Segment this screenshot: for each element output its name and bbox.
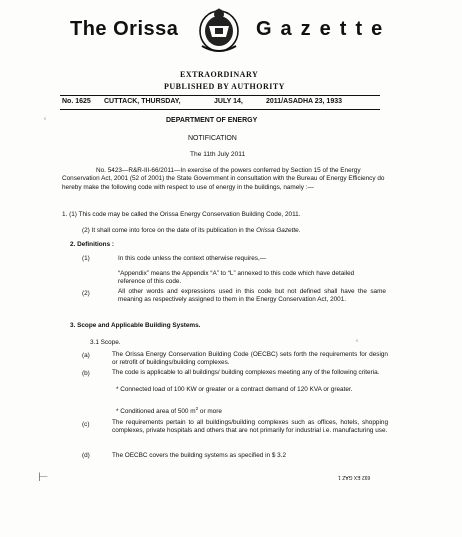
section-2-1-number: (1) bbox=[82, 255, 90, 262]
state-emblem-icon bbox=[196, 4, 242, 54]
section-3-a-text: The Orissa Energy Conservation Building Code (OECBC) sets forth the requirements for design or retrofit of buildings/building complexes. bbox=[112, 351, 388, 367]
section-3-a-number: (a) bbox=[82, 352, 90, 359]
section-1-1: 1. (1) This code may be called the Orissa Energy Conservation Building Code, 2011. bbox=[62, 211, 301, 218]
extraordinary-label: EXTRAORDINARY bbox=[180, 70, 259, 79]
section-2-2-number: (2) bbox=[82, 290, 90, 297]
issue-rule-bottom bbox=[60, 109, 380, 110]
section-2-heading: 2. Definitions : bbox=[70, 241, 115, 248]
section-3-b-bullet-load: * Connected load of 100 KW or greater or a contract demand of 120 KVA or greater. bbox=[116, 386, 353, 393]
issue-rule-top bbox=[60, 95, 380, 96]
section-3-b-text: The code is applicable to all buildings/ building complexes meeting any of the following criteria. bbox=[112, 369, 380, 376]
section-2-1-appendix: “Appendix” means the Appendix “A” to “L” annexed to this code which have detailed reference of this code. bbox=[118, 270, 355, 286]
section-2-2-text: All other words and expressions used in this code but not defined shall have the same meaning as respectively assigned to them in the Energy Conservation Act, 2001. bbox=[118, 288, 386, 304]
section-3-c-text: The requirements pertain to all buildings/building complexes such as offices, hotels, shopping complexes, private hospitals and others that are not primarily for industrial i.e. manufacturing use. bbox=[112, 419, 388, 435]
section-3-b-bullet-area bbox=[116, 405, 222, 417]
department-name: DEPARTMENT OF ENERGY bbox=[166, 117, 258, 124]
section-1-2-text: (2) It shall come into force on the date of its publication in the bbox=[82, 227, 257, 234]
section-1-2 bbox=[82, 227, 300, 236]
section-3-c-number: (c) bbox=[82, 421, 90, 428]
issue-saka-date: 2011/ASADHA 23, 1933 bbox=[266, 98, 343, 105]
issue-place-day: CUTTACK, THURSDAY, bbox=[104, 98, 181, 105]
margin-mark: ‘ bbox=[356, 338, 358, 348]
masthead-title-right: Gazette bbox=[256, 18, 392, 40]
section-3-d-number: (d) bbox=[82, 452, 90, 459]
section-1-2-gazette-name: Orissa Gazette. bbox=[256, 227, 301, 234]
notification-preamble: No. 5423—R&R-III-66/2011—In exercise of the powers conferred by Section 15 of the Energy Conservation Act, 2001 (52 of 2001) the State Government in consultation with the Bureau of Energy Efficiency do hereby make the following code with respect to use of energy in the buildings, namely :— bbox=[62, 167, 385, 191]
issue-number: No. 1625 bbox=[62, 98, 91, 105]
section-2-1-text: In this code unless the context otherwise requires,— bbox=[118, 255, 267, 262]
section-3-heading: 3. Scope and Applicable Building Systems. bbox=[70, 322, 201, 329]
notification-date: The 11th July 2011 bbox=[190, 151, 246, 158]
section-3-b-bullet-area-superscript: 2 bbox=[195, 406, 199, 411]
section-3-b-bullet-area-suffix: or more bbox=[198, 408, 222, 416]
footer-press-code: 692 EX GAZ 1 bbox=[338, 474, 371, 480]
section-3-b-bullet-area-text: * Conditioned area of 500 m bbox=[116, 408, 196, 416]
notification-heading: NOTIFICATION bbox=[188, 135, 237, 142]
masthead-title-left: The Orissa bbox=[70, 18, 179, 40]
margin-mark: ‘ bbox=[44, 116, 46, 126]
section-3-d-text: The OECBC covers the building systems as specified in $ 3.2 bbox=[112, 452, 287, 459]
section-3-1-scope: 3.1 Scope. bbox=[90, 339, 121, 346]
section-3-b-number: (b) bbox=[82, 370, 90, 377]
margin-mark: ⊢ bbox=[38, 470, 49, 484]
issue-date: JULY 14, bbox=[214, 98, 243, 105]
published-by-authority: PUBLISHED BY AUTHORITY bbox=[164, 82, 285, 91]
